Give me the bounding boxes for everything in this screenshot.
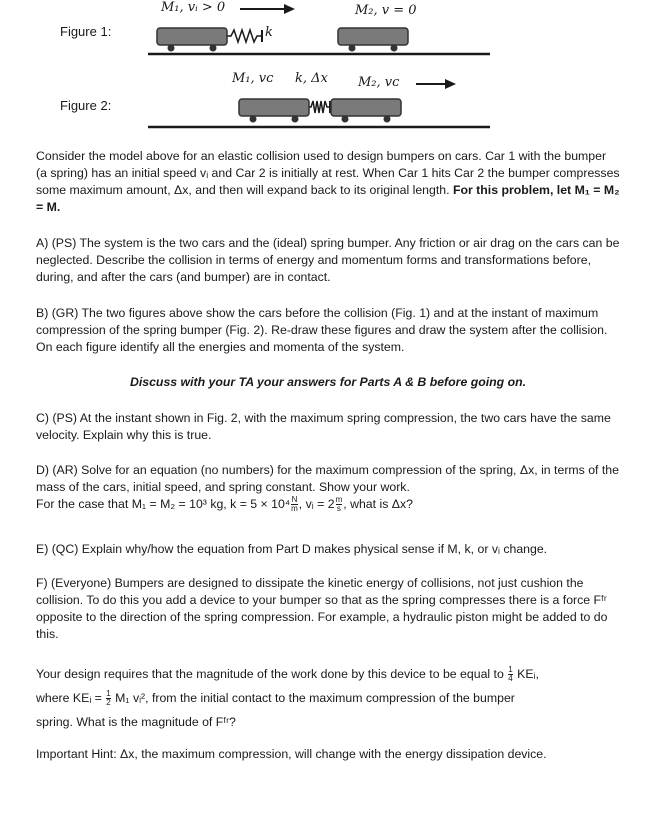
part-d: [36, 462, 620, 513]
figure1-car2: [338, 28, 408, 52]
design-line2-suffix: M₁ vᵢ², from the initial contact to the maximum compression of the bumper: [115, 691, 515, 705]
part-d-case-mid: , vᵢ = 2: [298, 497, 335, 511]
unit1-den: m: [291, 504, 298, 514]
frac2: [106, 690, 110, 707]
design-requirement: [36, 662, 620, 734]
velocity-arrow-icon: [416, 79, 456, 89]
part-d-case-suffix: , what is Δx?: [343, 497, 413, 511]
figure2-car1-label: M₁, vᴄ: [232, 71, 274, 86]
intro-bold: For this problem, let M₁ = M₂ = M.: [36, 183, 620, 214]
part-b: B) (GR) The two figures above show the cars before the collision (Fig. 1) and at the instant of maximum compression of the spring bumper (Fig. 2). Re-draw these figures and draw the system after the collision. On each figure identify all the energies and momenta of the system.: [36, 306, 608, 354]
unit2-fraction: [336, 496, 343, 513]
figures-drawing: [0, 0, 655, 140]
frac2-num: 1: [106, 689, 111, 699]
part-e: E) (QC) Explain why/how the equation from Part D makes physical sense if M, k, or vᵢ change.: [36, 542, 548, 556]
part-a: A) (PS) The system is the two cars and the (ideal) spring bumper. Any friction or air drag on the cars can be neglected. Describe the collision in terms of energy and momentum forms and transformations before, during, and after the cars (and bumper) are in contact.: [36, 236, 620, 284]
figure2-car2: [331, 99, 401, 123]
velocity-arrow-icon: [240, 4, 295, 14]
frac1-den: 4: [508, 674, 513, 684]
figure2-car2-label: M₂, vᴄ: [358, 75, 400, 90]
design-line3: spring. What is the magnitude of Fᶠʳ?: [36, 715, 236, 729]
frac2-den: 2: [106, 698, 111, 708]
frac1: [508, 666, 512, 683]
part-d-case-prefix: For the case that M₁ = M₂ = 10³ kg, k = 5 × 10⁴: [36, 497, 291, 511]
figure2-spring-icon: [309, 101, 330, 113]
part-d-text: D) (AR) Solve for an equation (no numbers) for the maximum compression of the spring, Δx, in terms of the mass of the cars, initial speed, and spring constant. Show your work.: [36, 463, 619, 494]
figure2-label: Figure 2:: [60, 98, 112, 113]
frac1-num: 1: [508, 665, 513, 675]
part-f: F) (Everyone) Bumpers are designed to dissipate the kinetic energy of collisions, not just cushion the collision. To do this you add a device to your bumper so that as the spring compresses there is a force Fᶠʳ opposite to the direction of the spring compression. For example, a hydraulic piston might be added to do this.: [36, 576, 608, 641]
figure2-spring-label: k, Δx: [295, 71, 328, 86]
figure1-spring-label: k: [265, 25, 273, 40]
design-line2-prefix: where KEᵢ =: [36, 691, 102, 705]
unit2-den: s: [336, 504, 341, 514]
figure1-car2-label: M₂, v = 0: [355, 3, 417, 18]
figure2-car1: [239, 99, 309, 123]
figure1-car1: [157, 28, 227, 52]
discuss-note: Discuss with your TA your answers for Parts A & B before going on.: [129, 375, 527, 389]
unit1-num: N: [291, 495, 298, 505]
figure1-spring-icon: [227, 30, 262, 42]
part-c: C) (PS) At the instant shown in Fig. 2, with the maximum spring compression, the two cars have the same velocity. Explain why this is true.: [36, 411, 611, 442]
figure1-label: Figure 1:: [60, 24, 112, 39]
figure1-car1-label: M₁, vᵢ > 0: [161, 0, 226, 15]
unit1-fraction: [291, 496, 298, 513]
unit2-num: m: [335, 495, 343, 505]
design-line1-suffix: KEᵢ,: [517, 667, 539, 681]
intro-paragraph: [36, 148, 620, 216]
design-line1-prefix: Your design requires that the magnitude of the work done by this device to be equal to: [36, 667, 504, 681]
intro-text: Consider the model above for an elastic collision used to design bumpers on cars. Car 1 with the bumper (a spring) has an initial speed vᵢ and Car 2 is initially at rest. When Car 1 hits Car 2 the bumper compresses some maximum amount, Δx, and then will expand back to its original length.: [36, 149, 620, 197]
hint: Important Hint: Δx, the maximum compression, will change with the energy dissipation device.: [36, 747, 547, 761]
